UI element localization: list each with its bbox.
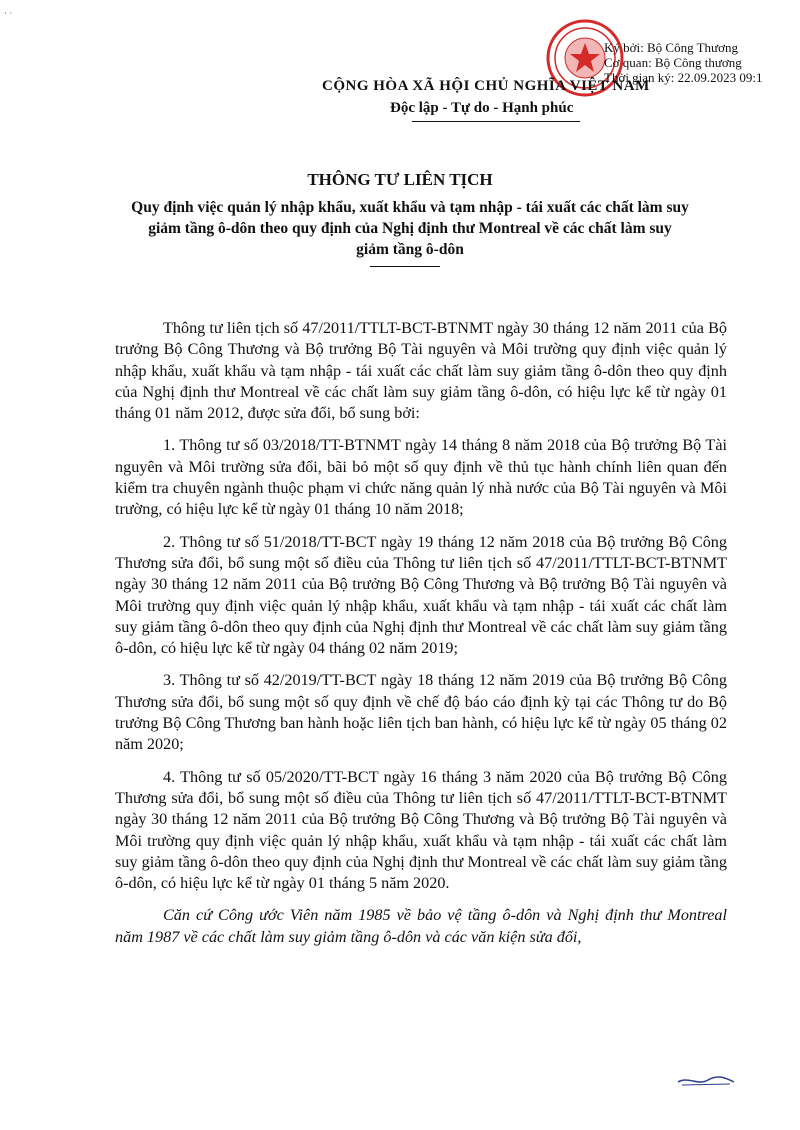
document-body <box>115 318 727 959</box>
initials-mark-icon <box>676 1072 736 1090</box>
title-underline <box>370 266 440 267</box>
legal-basis-paragraph: Căn cứ Công ước Viên năm 1985 về bảo vệ tầng ô-dôn và Nghị định thư Montreal năm 1987 về các chất làm suy giảm tầng ô-dôn và các văn kiện sửa đổi, <box>115 906 727 946</box>
document-title: Quy định việc quản lý nhập khẩu, xuất khẩu và tạm nhập - tái xuất các chất làm suy giảm tầng ô-dôn theo quy định của Nghị định thư Montreal về các chất làm suy giảm tầng ô-dôn <box>131 199 689 258</box>
signature-agency: Cơ quan: Bộ Công thương <box>604 55 742 70</box>
amendment-item-3: 3. Thông tư số 42/2019/TT-BCT ngày 18 tháng 12 năm 2019 của Bộ trưởng Bộ Công Thương sửa đổi, bổ sung một số quy định về chế độ báo cáo định kỳ tại các Thông tư do Bộ trưởng Bộ Công Thương ban hành hoặc liên tịch ban hành, có hiệu lực kể từ ngày 05 tháng 02 năm 2020; <box>115 671 727 754</box>
amendment-item-2: 2. Thông tư số 51/2018/TT-BCT ngày 19 tháng 12 năm 2018 của Bộ trưởng Bộ Công Thương sửa đổi, bổ sung một số điều của Thông tư liên tịch số 47/2011/TTLT-BCT-BTNMT ngày 30 tháng 12 năm 2011 của Bộ trưởng Bộ Công Thương và Bộ trưởng Bộ Tài nguyên và Môi trường quy định việc quản lý nhập khẩu, xuất khẩu và tạm nhập - tái xuất các chất làm suy giảm tầng ô-dôn theo quy định của Nghị định thư Montreal về các chất làm suy giảm tầng ô-dôn, có hiệu lực kể từ ngày 04 tháng 02 năm 2019; <box>115 532 727 658</box>
document-type: THÔNG TƯ LIÊN TỊCH <box>307 170 493 189</box>
national-motto: Độc lập - Tự do - Hạnh phúc <box>390 100 574 116</box>
intro-paragraph: Thông tư liên tịch số 47/2011/TTLT-BCT-BTNMT ngày 30 tháng 12 năm 2011 của Bộ trưởng Bộ Công Thương và Bộ trưởng Bộ Tài nguyên và Môi trường quy định việc quản lý nhập khẩu, xuất khẩu và tạm nhập - tái xuất các chất làm suy giảm tầng ô-dôn theo quy định của Nghị định thư Montreal về các chất làm suy giảm tầng ô-dôn, có hiệu lực kể từ ngày 01 tháng 01 năm 2012, được sửa đổi, bổ sung bởi: <box>115 319 727 423</box>
motto-underline <box>412 121 580 122</box>
scan-artifact: · · <box>4 8 13 18</box>
signature-time: Thời gian ký: 22.09.2023 09:1 <box>604 70 763 85</box>
amendment-item-1: 1. Thông tư số 03/2018/TT-BTNMT ngày 14 tháng 8 năm 2018 của Bộ trưởng Bộ Tài nguyên và Môi trường sửa đổi, bãi bỏ một số quy định về thủ tục hành chính liên quan đến kiểm tra chuyên ngành thuộc phạm vi chức năng quản lý nhà nước của Bộ Tài nguyên và Môi trường, có hiệu lực kể từ ngày 01 tháng 10 năm 2018; <box>115 436 727 519</box>
national-name: CỘNG HÒA XÃ HỘI CHỦ NGHĨA VIỆT NAM <box>322 78 650 94</box>
amendment-item-4: 4. Thông tư số 05/2020/TT-BCT ngày 16 tháng 3 năm 2020 của Bộ trưởng Bộ Công Thương sửa đổi, bổ sung một số điều của Thông tư liên tịch số 47/2011/TTLT-BCT-BTNMT ngày 30 tháng 12 năm 2011 của Bộ trưởng Bộ Công Thương và Bộ trưởng Bộ Tài nguyên và Môi trường quy định việc quản lý nhập khẩu, xuất khẩu và tạm nhập - tái xuất các chất làm suy giảm tầng ô-dôn theo quy định của Nghị định thư Montreal về các chất làm suy giảm tầng ô-dôn, có hiệu lực kể từ ngày 01 tháng 5 năm 2020. <box>115 767 727 893</box>
signature-signed-by: Ký bởi: Bộ Công Thương <box>604 40 738 55</box>
